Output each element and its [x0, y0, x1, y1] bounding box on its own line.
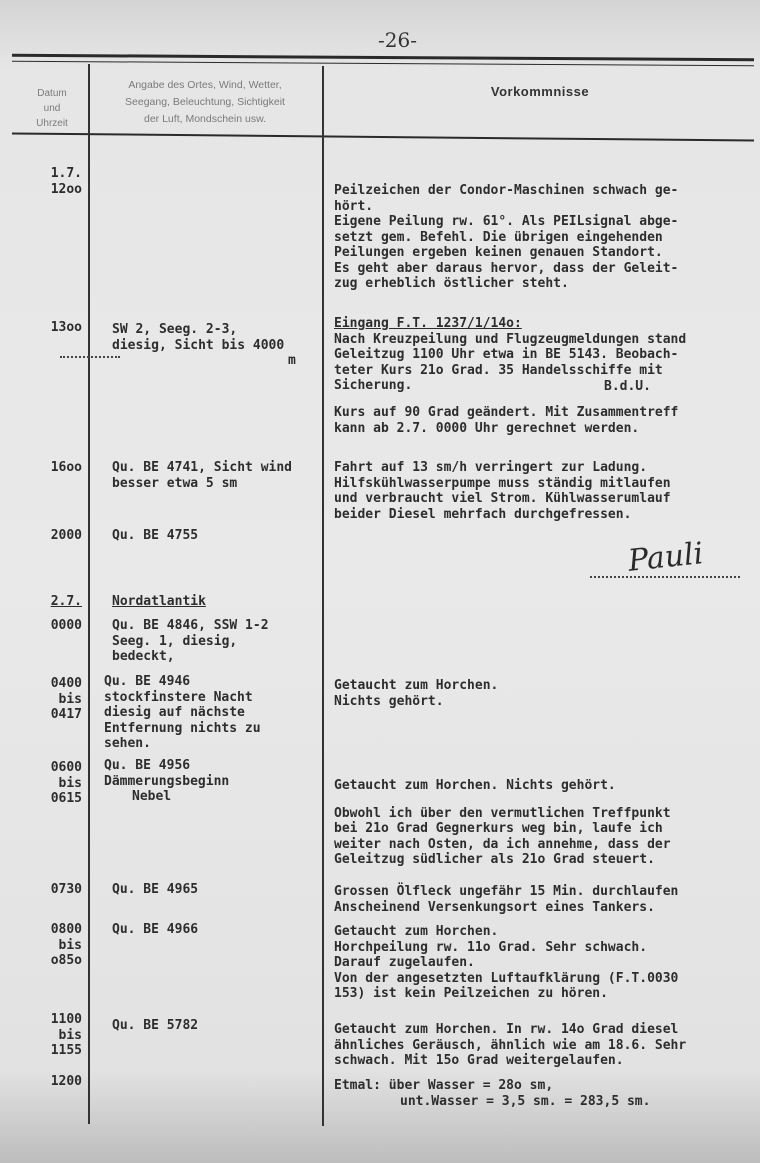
entry-events: Peilzeichen der Condor-Maschinen schwach ge- hört. Eigene Peilung rw. 61°. Als PEILsignal abge- setzt gem. Befehl. Die übrigen eingehenden Peilungen ergeben keinen genauen Standort. Es geht aber daraus hervor, dass der Geleit- zug erheblich östlicher steht.: [334, 183, 679, 291]
signature-dots: [590, 576, 740, 578]
entry-date: 2.7.: [50, 594, 82, 609]
entry-location: Qu. BE 4956 Dämmerungsbeginn Nebel: [104, 758, 230, 804]
entry-location: Qu. BE 4965: [112, 882, 199, 897]
entry-location: Qu. BE 5782: [112, 1018, 199, 1033]
entry-events: Getaucht zum Horchen. Horchpeilung rw. 11o Grad. Sehr schwach. Darauf zugelaufen. Von der angesetzten Luftaufklärung (F.T.0030 153) ist kein Peilzeichen zu hören.: [334, 924, 679, 1001]
entry-location: Qu. BE 4741, Sicht wind besser etwa 5 sm: [112, 460, 293, 491]
entry-location: Qu. BE 4755: [112, 528, 199, 543]
entry-events: Grossen Ölfleck ungefähr 15 Min. durchlaufen Anscheinend Versenkungsort eines Tankers.: [334, 884, 679, 915]
header-date: Datum und Uhrzeit: [36, 88, 68, 129]
entry-time: 1.7. 12oo: [50, 166, 82, 197]
separator-dots: [60, 356, 120, 358]
entry-location: SW 2, Seeg. 2-3, diesig, Sicht bis 4000 m: [112, 322, 296, 368]
entry-time: 13oo: [50, 320, 82, 335]
entry-time: 2000: [50, 528, 82, 543]
entry-location: Qu. BE 4846, SSW 1-2 Seeg. 1, diesig, bedeckt,: [112, 618, 269, 664]
entry-events: Fahrt auf 13 sm/h verringert zur Ladung. Hilfskühlwasserpumpe muss ständig mitlaufen und verbraucht viel Strom. Kühlwasserumlauf beider Diesel mehrfach durchgefressen.: [334, 460, 671, 522]
entry-time: 0800 bis o85o: [50, 922, 82, 968]
entry-time: 1100 bis 1155: [50, 1012, 82, 1058]
entry-events: Getaucht zum Horchen. In rw. 14o Grad diesel ähnliches Geräusch, ähnlich wie am 18.6. Sehr schwach. Mit 15o Grad weitergelaufen.: [334, 1022, 687, 1068]
entry-time: 0730: [50, 882, 82, 897]
entry-time: 1200: [50, 1074, 82, 1089]
entry-time: 0400 bis 0417: [50, 676, 82, 722]
header-location: Angabe des Ortes, Wind, Wetter, Seegang, Beleuchtung, Sichtigkeit der Luft, Mondschein usw.: [125, 79, 285, 125]
entry-events: Etmal: über Wasser = 28o sm, unt.Wasser = 3,5 sm. = 283,5 sm.: [334, 1078, 651, 1109]
entry-events: Eingang F.T. 1237/1/14o: Nach Kreuzpeilung und Flugzeugmeldungen stand Geleitzug 1100 Uhr etwa in BE 5143. Beobach- teter Kurs 21o Grad. 35 Handelsschiffe mit Sicherung. B.d.U. Kurs auf 90 Grad geändert. Mit Zusammentreff kann ab 2.7. 0000 Uhr gerechnet werden.: [334, 316, 687, 436]
entry-events: Getaucht zum Horchen. Nichts gehört.: [334, 678, 499, 709]
entry-events: Getaucht zum Horchen. Nichts gehört. Obwohl ich über den vermutlichen Treffpunkt bei 21o Grad Gegnerkurs weg bin, laufe ich weiter nach Osten, da ich annehme, dass der Geleitzug südlicher als 21o Grad steuert.: [334, 778, 671, 867]
header-events: Vorkommnisse: [490, 84, 590, 99]
entry-time: 0600 bis 0615: [50, 760, 82, 806]
column-divider-2: [322, 66, 324, 1126]
page-number: -26-: [378, 28, 417, 52]
entry-time: 0000: [50, 618, 82, 633]
entry-time: 16oo: [50, 460, 82, 475]
entry-location: Qu. BE 4946 stockfinstere Nacht diesig auf nächste Entfernung nichts zu sehen.: [104, 674, 261, 751]
column-divider-1: [88, 64, 90, 1124]
entry-location: Nordatlantik: [112, 594, 206, 609]
signature: Pauli: [626, 536, 705, 579]
entry-location: Qu. BE 4966: [112, 922, 199, 937]
